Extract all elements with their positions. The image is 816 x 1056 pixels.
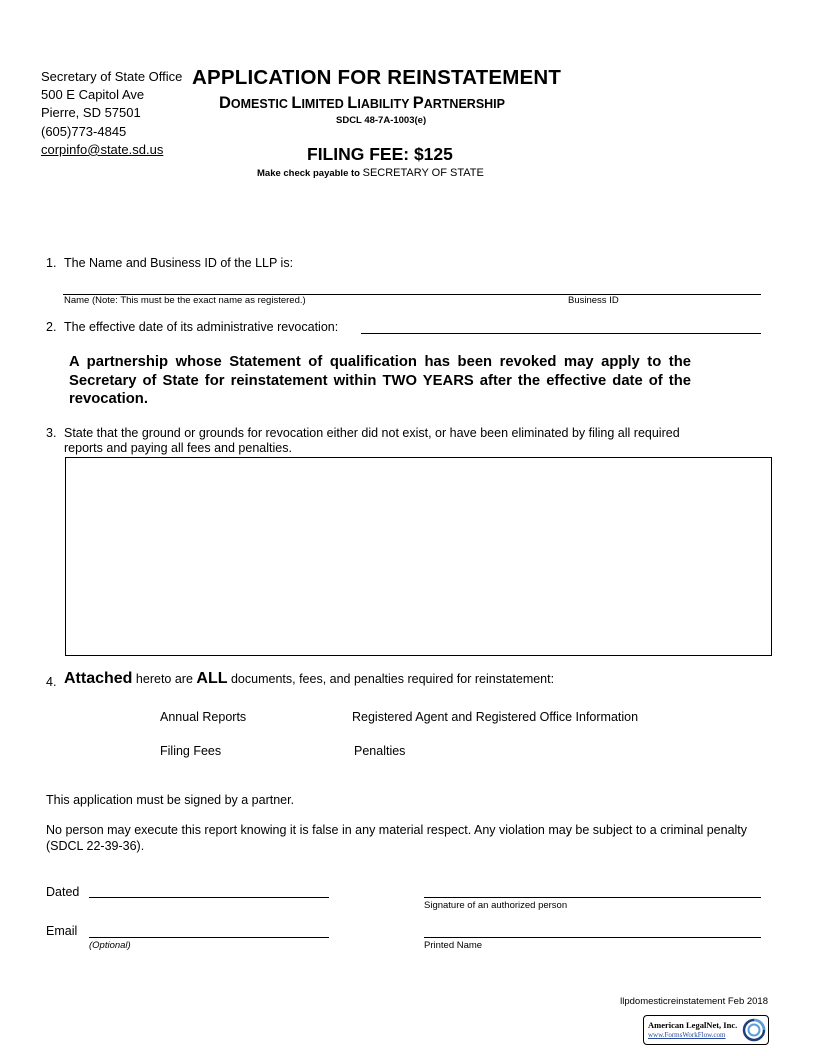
payable-prefix: Make check payable to — [257, 168, 360, 179]
all-word: ALL — [196, 670, 228, 687]
item-1-text: The Name and Business ID of the LLP is: — [64, 256, 294, 270]
office-phone: (605)773-4845 — [41, 123, 127, 139]
doc-annual-reports: Annual Reports — [160, 710, 247, 724]
doc-registered-agent: Registered Agent and Registered Office Information — [352, 710, 639, 724]
attached-mid: hereto are — [132, 672, 197, 686]
subtitle-part: IMITED — [301, 97, 348, 111]
must-sign-note: This application must be signed by a partner. — [46, 793, 295, 807]
subtitle-part: D — [219, 94, 231, 112]
office-street: 500 E Capitol Ave — [41, 87, 145, 103]
item-2-number: 2. — [46, 320, 57, 334]
office-name: Secretary of State Office — [41, 69, 183, 84]
payable-note — [257, 167, 484, 179]
attached-word: Attached — [64, 670, 133, 687]
office-city: Pierre, SD 57501 — [41, 105, 141, 121]
dated-field[interactable] — [89, 897, 329, 898]
logo-swirl-icon — [742, 1018, 766, 1042]
form-title: APPLICATION FOR REINSTATEMENT — [192, 66, 562, 89]
item-3-text: State that the ground or grounds for revocation either did not exist, or have been eliminated by filing all required reports and paying all fees and penalties. — [64, 426, 680, 455]
logo-company-name: American LegalNet, Inc. — [648, 1020, 738, 1030]
item-3-number: 3. — [46, 426, 57, 440]
revocation-date-field[interactable] — [361, 333, 761, 334]
printed-name-field[interactable] — [424, 937, 761, 938]
attached-rest: documents, fees, and penalties required for reinstatement: — [227, 672, 555, 686]
subtitle-part: L — [347, 94, 358, 112]
payable-to: SECRETARY OF STATE — [362, 167, 484, 179]
email-optional-caption: (Optional) — [89, 940, 131, 951]
subtitle-part: OMESTIC — [230, 97, 292, 111]
item-4-text — [64, 670, 554, 688]
item-2-text: The effective date of its administrative revocation: — [64, 320, 339, 334]
form-code: llpdomesticreinstatement Feb 2018 — [620, 996, 768, 1007]
name-caption: Name (Note: This must be the exact name as registered.) — [64, 295, 306, 306]
dated-label: Dated — [46, 885, 80, 899]
grounds-text-area[interactable] — [65, 457, 772, 656]
doc-penalties: Penalties — [354, 744, 406, 758]
item-1-number: 1. — [46, 256, 57, 270]
business-id-caption: Business ID — [568, 295, 619, 306]
subtitle-part: P — [412, 94, 424, 112]
office-email-link[interactable]: corpinfo@state.sd.us — [41, 141, 164, 157]
email-field[interactable] — [89, 937, 329, 938]
signature-caption: Signature of an authorized person — [424, 900, 568, 911]
subtitle-part: IABILITY — [357, 97, 413, 111]
reinstatement-notice: A partnership whose Statement of qualification has been revoked may apply to the Secretary of State for reinstatement within TWO YEARS after the effective date of the revocation. — [69, 354, 691, 407]
false-report-warning: No person may execute this report knowing it is false in any material respect. Any violation may be subject to a criminal penalty (SDCL 22-39-36). — [46, 823, 748, 853]
signature-field[interactable] — [424, 897, 761, 898]
doc-filing-fees: Filing Fees — [160, 744, 222, 758]
printed-name-caption: Printed Name — [424, 940, 483, 951]
legalnet-logo[interactable] — [643, 1015, 769, 1045]
item-4-number: 4. — [46, 675, 57, 689]
email-label: Email — [46, 924, 78, 938]
form-subtitle — [219, 94, 505, 113]
office-address — [41, 68, 182, 159]
subtitle-part: L — [291, 94, 302, 112]
filing-fee: FILING FEE: $125 — [307, 144, 453, 164]
statute-reference: SDCL 48-7A-1003(e) — [336, 115, 427, 126]
subtitle-part: ARTNERSHIP — [423, 97, 505, 111]
logo-url: www.FormsWorkFlow.com — [648, 1031, 726, 1039]
